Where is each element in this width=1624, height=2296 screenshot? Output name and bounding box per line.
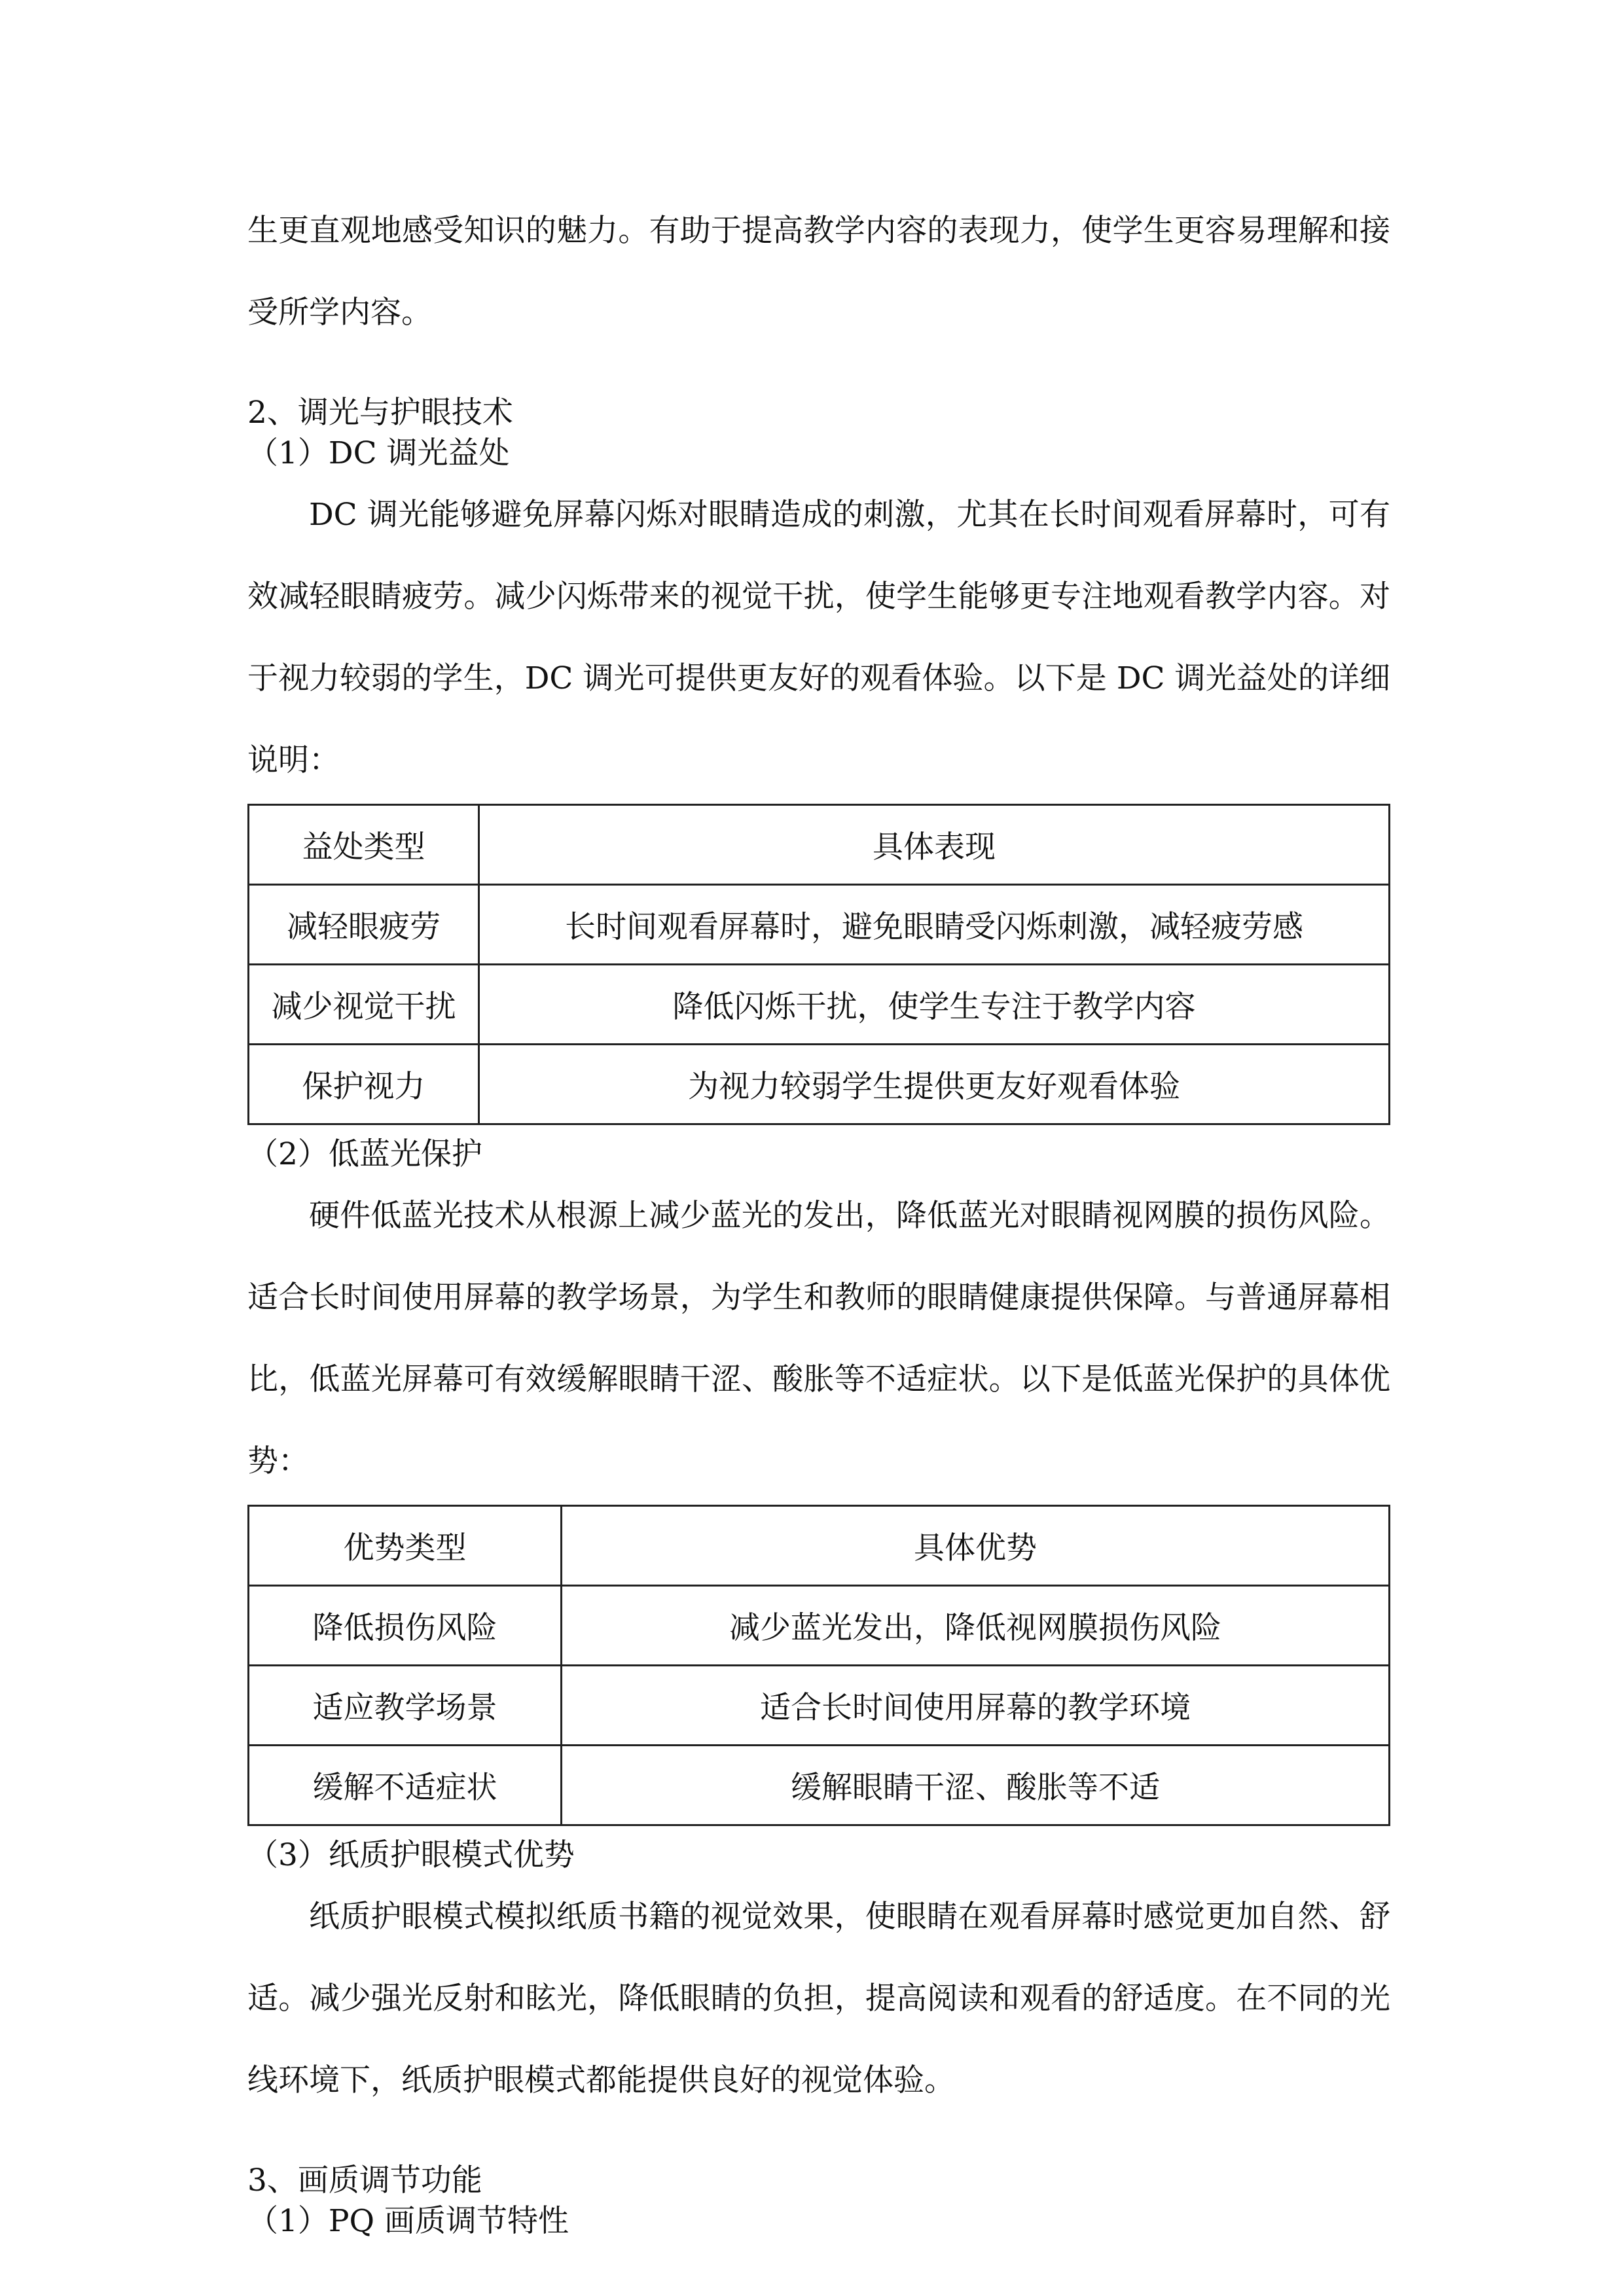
subheading-paper-mode: （3）纸质护眼模式优势 [247,1837,575,1873]
table-row [249,965,1390,1045]
document-page [247,190,1390,2242]
table-cell: 适合长时间使用屏幕的教学环境 [562,1666,1390,1746]
low-blue-light-paragraph: 硬件低蓝光技术从根源上减少蓝光的发出，降低蓝光对眼睛视网膜的损伤风险。适合长时间使用屏幕的教学场景，为学生和教师的眼睛健康提供保障。与普通屏幕相比，低蓝光屏幕可有效缓解眼睛干涩、酸胀等不适症状。以下是低蓝光保护的具体优势： [247,1198,1390,1479]
subheading-dc-dimming: （1）DC 调光益处 [247,435,510,471]
paper-mode-paragraph: 纸质护眼模式模拟纸质书籍的视觉效果，使眼睛在观看屏幕时感觉更加自然、舒适。减少强光反射和眩光，降低眼睛的负担，提高阅读和观看的舒适度。在不同的光线环境下，纸质护眼模式都能提供良好的视觉体验。 [247,1899,1390,2098]
table-cell: 减少蓝光发出，降低视网膜损伤风险 [562,1586,1390,1666]
table-header-cell: 具体表现 [479,805,1390,885]
table-row [249,1746,1390,1825]
table-header-cell: 优势类型 [249,1506,562,1586]
dc-dimming-paragraph: DC 调光能够避免屏幕闪烁对眼睛造成的刺激，尤其在长时间观看屏幕时，可有效减轻眼睛疲劳。减少闪烁带来的视觉干扰，使学生能够更专注地观看教学内容。对于视力较弱的学生，DC 调光可提供更友好的观看体验。以下是 DC 调光益处的详细说明： [247,497,1390,778]
table-row [249,885,1390,965]
table-cell: 降低闪烁干扰，使学生专注于教学内容 [479,965,1390,1045]
section-heading-3: 3、画质调节功能 [247,2162,482,2198]
subheading-pq-tuning: （1）PQ 画质调节特性 [247,2203,569,2239]
table-cell: 保护视力 [249,1045,479,1124]
table-cell: 减轻眼疲劳 [249,885,479,965]
section-heading-2: 2、调光与护眼技术 [247,395,513,431]
table-header-cell: 具体优势 [562,1506,1390,1586]
table-cell: 降低损伤风险 [249,1586,562,1666]
table-cell: 长时间观看屏幕时，避免眼睛受闪烁刺激，减轻疲劳感 [479,885,1390,965]
table-cell: 减少视觉干扰 [249,965,479,1045]
table-cell: 适应教学场景 [249,1666,562,1746]
table-header-row [249,805,1390,885]
table-header-cell: 益处类型 [249,805,479,885]
low-blue-light-table [247,1505,1390,1826]
table-row [249,1666,1390,1746]
table-cell: 缓解眼睛干涩、酸胀等不适 [562,1746,1390,1825]
table-cell: 缓解不适症状 [249,1746,562,1825]
subheading-low-blue-light: （2）低蓝光保护 [247,1136,482,1172]
table-row [249,1045,1390,1124]
table-header-row [249,1506,1390,1586]
intro-paragraph: 生更直观地感受知识的魅力。有助于提高教学内容的表现力，使学生更容易理解和接受所学内容。 [247,213,1390,331]
table-row [249,1586,1390,1666]
dc-benefits-table [247,804,1390,1125]
table-cell: 为视力较弱学生提供更友好观看体验 [479,1045,1390,1124]
